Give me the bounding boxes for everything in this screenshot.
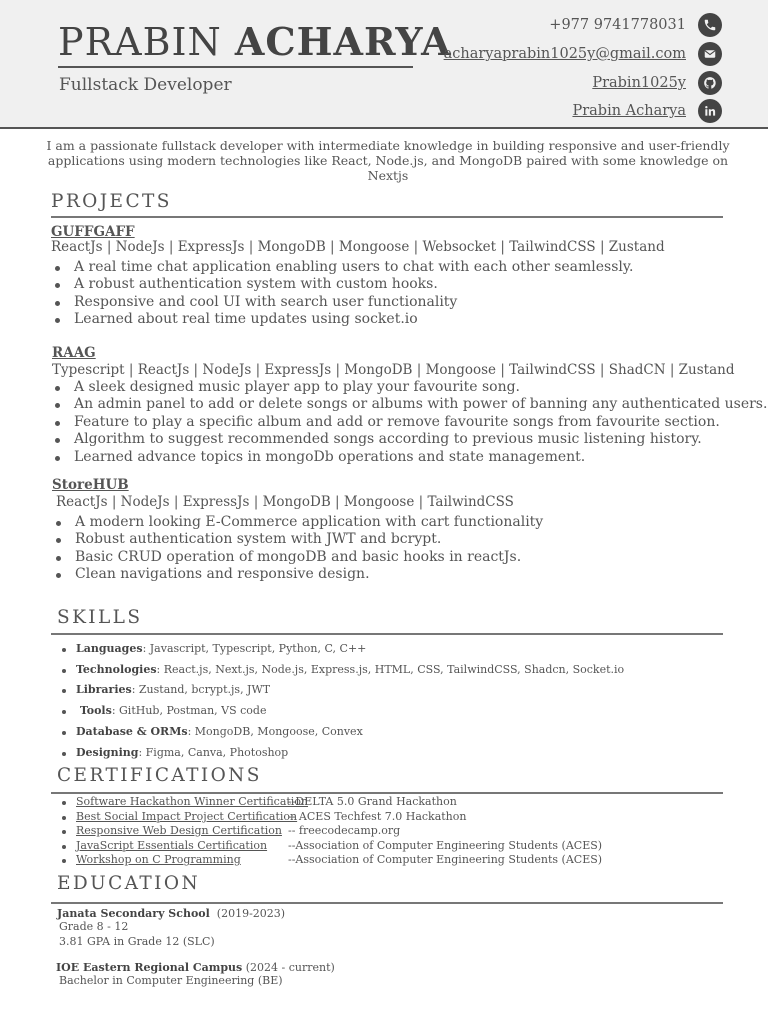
school-period: (2019-2023) [216, 907, 286, 920]
list-item [60, 824, 602, 839]
education-detail: Grade 8 - 12 [59, 920, 129, 933]
list-item: Learned about real time updates using socket.io [51, 311, 633, 328]
certifications-heading: CERTIFICATIONS [57, 765, 262, 786]
phone-text: +977 9741778031 [549, 17, 686, 33]
certification-link[interactable]: Workshop on C Programming [76, 853, 241, 867]
project-tech-stack: ReactJs | NodeJs | ExpressJs | MongoDB | Mongoose | Websocket | TailwindCSS | Zustand [51, 239, 665, 255]
list-item: Feature to play a specific album and add or remove favourite songs from favourite section. [51, 414, 767, 431]
list-item: Learned advance topics in mongoDb operations and state management. [51, 449, 767, 466]
list-item [60, 639, 624, 660]
contact-email[interactable] [444, 41, 722, 67]
education-heading: EDUCATION [57, 873, 201, 894]
certification-issuer: -- freecodecamp.org [288, 824, 401, 838]
first-name: PRABIN [58, 20, 222, 64]
school-entry [56, 961, 335, 975]
phone-icon [698, 13, 722, 37]
list-item [60, 795, 602, 810]
certification-issuer: --Association of Computer Engineering Students (ACES) [288, 853, 603, 867]
school-name: IOE Eastern Regional Campus [56, 961, 243, 974]
projects-heading: PROJECTS [51, 191, 172, 212]
school-period: (2024 - current) [245, 961, 335, 974]
skill-separator: : [187, 724, 195, 738]
list-item: A real time chat application enabling users to chat with each other seamlessly. [51, 259, 633, 276]
skill-label: Database & ORMs [76, 724, 188, 738]
skill-label: Designing [76, 745, 139, 759]
github-icon [698, 71, 722, 95]
last-name: ACHARYA [234, 19, 452, 64]
project-tech-stack: ReactJs | NodeJs | ExpressJs | MongoDB | Mongoose | TailwindCSS [56, 494, 514, 510]
skill-value: MongoDB, Mongoose, Convex [194, 724, 363, 738]
name-underline [58, 66, 413, 68]
list-item: Robust authentication system with JWT and bcrypt. [52, 531, 543, 548]
certification-link[interactable]: Responsive Web Design Certification [76, 824, 282, 838]
job-role: Fullstack Developer [59, 75, 232, 95]
certification-link[interactable]: Best Social Impact Project Certification [76, 809, 298, 823]
list-item [60, 743, 624, 764]
skill-value: GitHub, Postman, VS code [119, 704, 267, 718]
skill-value: Figma, Canva, Photoshop [145, 745, 289, 759]
project-tech-stack: Typescript | ReactJs | NodeJs | ExpressJs | MongoDB | Mongoose | TailwindCSS | ShadCN | Zustand [52, 362, 735, 378]
list-item [60, 680, 624, 701]
linkedin-link[interactable]: Prabin Acharya [572, 103, 686, 119]
skill-separator: : [138, 745, 146, 759]
contact-linkedin[interactable] [572, 98, 722, 124]
list-item: A robust authentication system with custom hooks. [51, 276, 633, 293]
contact-phone [549, 12, 722, 38]
skills-rule [51, 633, 723, 635]
certification-issuer: -- ACES Techfest 7.0 Hackathon [288, 809, 467, 823]
list-item [60, 660, 624, 681]
skill-separator: : [111, 704, 120, 718]
certification-link[interactable]: JavaScript Essentials Certification [76, 838, 268, 852]
skills-heading: SKILLS [57, 607, 143, 628]
list-item: An admin panel to add or delete songs or albums with power of banning any authenticated users. [51, 396, 767, 413]
skill-label: Technologies [76, 662, 157, 676]
education-detail: Bachelor in Computer Engineering (BE) [59, 974, 283, 987]
email-link[interactable]: acharyaprabin1025y@gmail.com [443, 46, 686, 62]
certifications-list [60, 795, 602, 868]
certification-issuer: --DELTA 5.0 Grand Hackathon [288, 795, 457, 808]
full-name [58, 18, 452, 66]
list-item [60, 701, 624, 722]
list-item: Basic CRUD operation of mongoDB and basic hooks in reactJs. [52, 549, 543, 566]
skills-list [60, 639, 624, 763]
resume-header [0, 0, 768, 129]
school-entry [57, 907, 285, 921]
project-points [52, 514, 543, 584]
list-item: Algorithm to suggest recommended songs according to previous music listening history. [51, 431, 767, 448]
project-title: RAAG [52, 345, 96, 361]
school-name: Janata Secondary School [57, 907, 210, 920]
skill-label: Libraries [76, 683, 132, 697]
contact-github[interactable] [592, 70, 722, 96]
list-item: Responsive and cool UI with search user functionality [51, 294, 633, 311]
github-link[interactable]: Prabin1025y [592, 75, 686, 91]
email-icon [698, 42, 722, 66]
project-title: StoreHUB [52, 477, 129, 493]
projects-rule [51, 216, 723, 218]
skill-separator: : [131, 683, 139, 697]
certification-issuer: --Association of Computer Engineering Students (ACES) [288, 838, 603, 852]
skill-label: Languages [76, 642, 143, 655]
list-item: A sleek designed music player app to play your favourite song. [51, 379, 767, 396]
certification-link[interactable]: Software Hackathon Winner Certification [76, 795, 309, 808]
list-item [60, 810, 602, 825]
list-item [60, 853, 602, 868]
project-points [51, 259, 633, 329]
list-item [60, 839, 602, 854]
education-rule [51, 902, 723, 904]
profile-summary: I am a passionate fullstack developer with intermediate knowledge in building responsive and user-friendly applications using modern technologies like React, Node.js, and MongoDB paired with some knowledge on Nextjs [46, 138, 730, 183]
list-item: Clean navigations and responsive design. [52, 566, 543, 583]
skill-value: Zustand, bcrypt.js, JWT [138, 683, 271, 697]
list-item [60, 722, 624, 743]
skill-value: React.js, Next.js, Node.js, Express.js, HTML, CSS, TailwindCSS, Shadcn, Socket.io [163, 662, 625, 676]
skill-label: Tools [76, 704, 112, 718]
skill-value: Javascript, Typescript, Python, C, C++ [149, 642, 367, 655]
certifications-rule [51, 792, 723, 794]
education-detail: 3.81 GPA in Grade 12 (SLC) [59, 935, 215, 948]
linkedin-icon [698, 99, 722, 123]
skill-separator: : [156, 662, 164, 676]
skill-separator: : [142, 642, 150, 655]
list-item: A modern looking E-Commerce application with cart functionality [52, 514, 543, 531]
project-title: GUFFGAFF [51, 224, 135, 240]
project-points [51, 379, 767, 466]
